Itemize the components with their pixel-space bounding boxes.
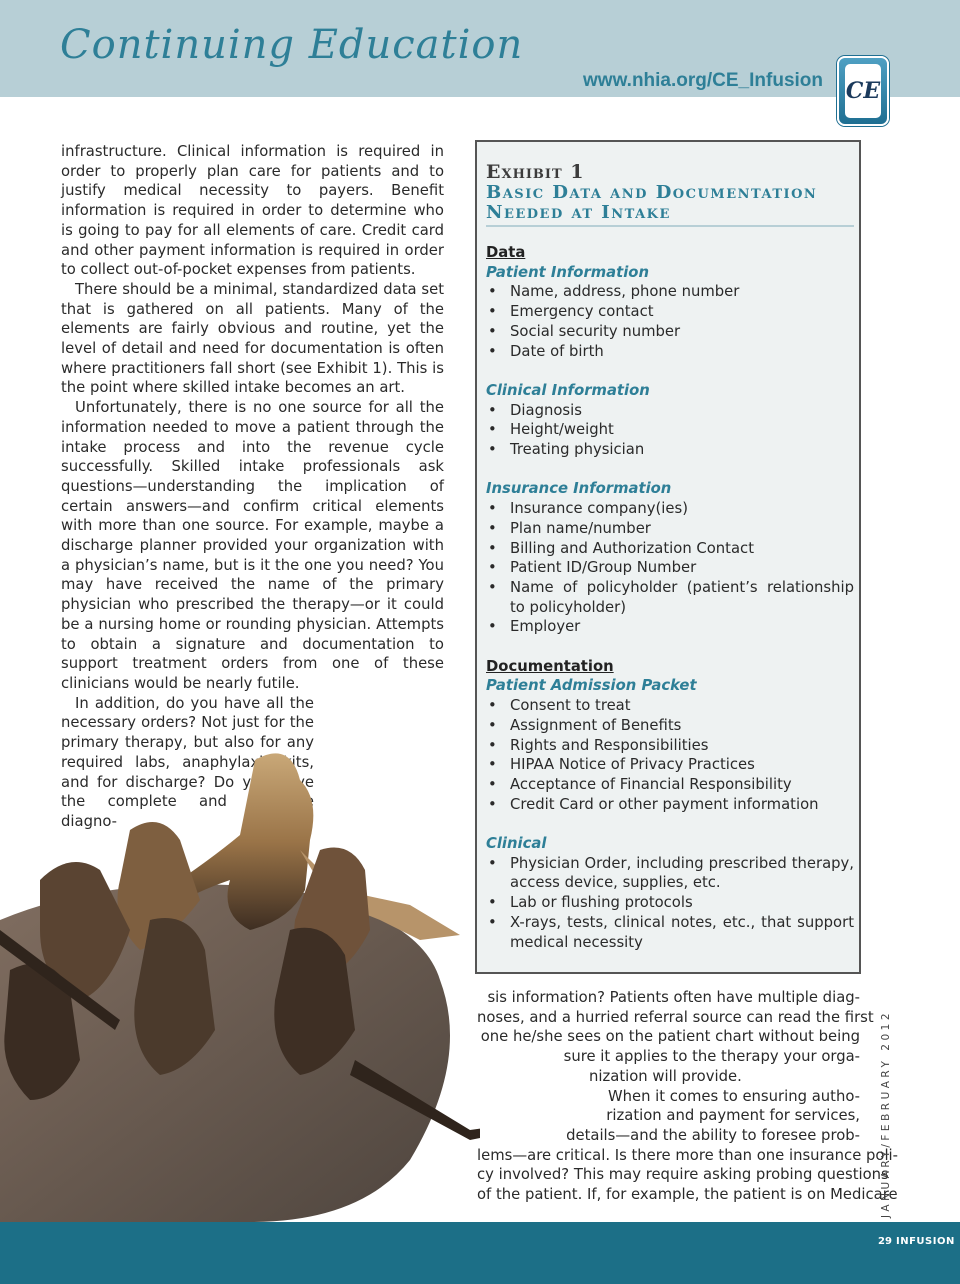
list-item: • X-rays, tests, clinical notes, etc., that support medical necessity xyxy=(486,913,854,952)
left-column-text xyxy=(61,142,444,832)
text-line: details—and the ability to foresee prob- xyxy=(566,1126,860,1144)
page-number: 29 xyxy=(878,1236,892,1247)
rafting-silhouette-illustration xyxy=(0,740,480,1222)
list-item: • Physician Order, including prescribed therapy, access device, supplies, etc. xyxy=(486,854,854,893)
text-line: sure it applies to the therapy your orga- xyxy=(563,1048,860,1066)
list-item: • Plan name/number xyxy=(486,519,854,539)
list-item: • Date of birth xyxy=(486,342,854,362)
bullet-list xyxy=(486,696,854,814)
text-line: lems—are critical. Is there more than one insurance poli- xyxy=(477,1146,899,1164)
list-item: • Patient ID/Group Number xyxy=(486,558,854,578)
subsection-title: Clinical Information xyxy=(486,381,650,399)
exhibit-title-line2: Needed at Intake xyxy=(486,202,671,223)
text-line: When it comes to ensuring autho- xyxy=(607,1087,860,1105)
issue-date: JANUARY/FEBRUARY 2012 xyxy=(880,1009,892,1218)
ce-logo-icon xyxy=(837,56,889,126)
list-item: • HIPAA Notice of Privacy Practices xyxy=(486,755,854,775)
text-line: sis information? Patients often have multiple diag- xyxy=(487,989,860,1006)
subsection-title: Patient Admission Packet xyxy=(486,677,697,695)
list-item: • Insurance company(ies) xyxy=(486,499,854,519)
exhibit-title-line1: Basic Data and Documentation xyxy=(486,182,818,203)
section-title-documentation: Documentation xyxy=(486,657,614,675)
text-line: nization will provide. xyxy=(589,1067,742,1085)
subsection-title: Clinical xyxy=(486,835,547,853)
list-item: • Assignment of Benefits xyxy=(486,716,854,736)
text-line: one he/she sees on the patient chart without being xyxy=(480,1028,860,1046)
bullet-list xyxy=(486,401,854,460)
list-item: • Acceptance of Financial Responsibility xyxy=(486,775,854,795)
subsection-title: Insurance Information xyxy=(486,480,672,498)
section-title-data: Data xyxy=(486,244,526,261)
issue-date-vertical xyxy=(876,1009,896,1218)
list-item: • Treating physician xyxy=(486,440,854,460)
exhibit-number: Exhibit 1 xyxy=(486,161,585,183)
list-item: • Diagnosis xyxy=(486,401,854,421)
bullet-list xyxy=(486,282,854,361)
list-item: • Lab or flushing protocols xyxy=(486,893,854,913)
bullet-list xyxy=(486,499,854,637)
paragraph: infrastructure. Clinical information is required in order to properly plan care for patients and to justify medical necessity to payers. Benefit information is required in order to determine who is going to pay for all elements of care. Credit card and other payment information is required in order to collect out-of-pocket expenses from patients. xyxy=(61,143,444,279)
footer-band xyxy=(0,1222,960,1284)
text-line: rization and payment for services, xyxy=(606,1107,860,1125)
paragraph: In addition, do you have all the necessary orders? Not just for the primary therapy, but also for any required labs, anaphylaxis kits, and for discharge? Do you have the complete and accurate diagno- xyxy=(61,694,314,830)
list-item: • Credit Card or other payment information xyxy=(486,795,854,815)
list-item: • Name, address, phone number xyxy=(486,282,854,302)
list-item: • Height/weight xyxy=(486,420,854,440)
list-item: • Social security number xyxy=(486,322,854,342)
header-band xyxy=(0,0,960,97)
list-item: • Rights and Responsibilities xyxy=(486,736,854,756)
ce-logo-text: CE xyxy=(845,64,881,118)
exhibit-heading xyxy=(486,161,854,227)
subsection-title: Patient Information xyxy=(486,263,650,281)
text-line: cy involved? This may require asking probing questions xyxy=(477,1166,889,1184)
paragraph: Unfortunately, there is no one source for all the information needed to move a patient through the intake process and into the revenue cycle successfully. Skilled intake professionals ask questions—understanding the implication of certain answers—and confirm critical elements with more than one source. For example, maybe a discharge planner provided your organization with a physician’s name, but is it the one you need? You may have received the name of the primary physician who prescribed the therapy—or it could be a nursing home or rounding physician. Attempts to obtain a signature and documentation to support treatment orders from one of these clinicians would be nearly futile. xyxy=(61,399,444,692)
exhibit-box xyxy=(475,140,861,974)
text-line: noses, and a hurried referral source can read the first xyxy=(477,1008,874,1026)
website-link[interactable]: www.nhia.org/CE_Infusion xyxy=(583,70,823,91)
list-item: • Employer xyxy=(486,617,854,637)
magazine-name: INFUSION xyxy=(896,1236,955,1247)
bullet-list xyxy=(486,854,854,953)
section-brand: Continuing Education xyxy=(60,22,524,68)
list-item: • Emergency contact xyxy=(486,302,854,322)
paragraph: There should be a minimal, standardized data set that is gathered on all patients. Many of the elements are fairly obvious and routine, yet the level of detail and need for documentation is often where practitioners fall short (see Exhibit 1). This is the point where skilled intake becomes an art. xyxy=(61,280,444,397)
list-item: • Consent to treat xyxy=(486,696,854,716)
exhibit-body xyxy=(486,243,854,952)
list-item: • Name of policyholder (patient’s relationship to policyholder) xyxy=(486,578,854,617)
text-line: of the patient. If, for example, the patient is on Medicare xyxy=(477,1186,898,1204)
list-item: • Billing and Authorization Contact xyxy=(486,539,854,559)
